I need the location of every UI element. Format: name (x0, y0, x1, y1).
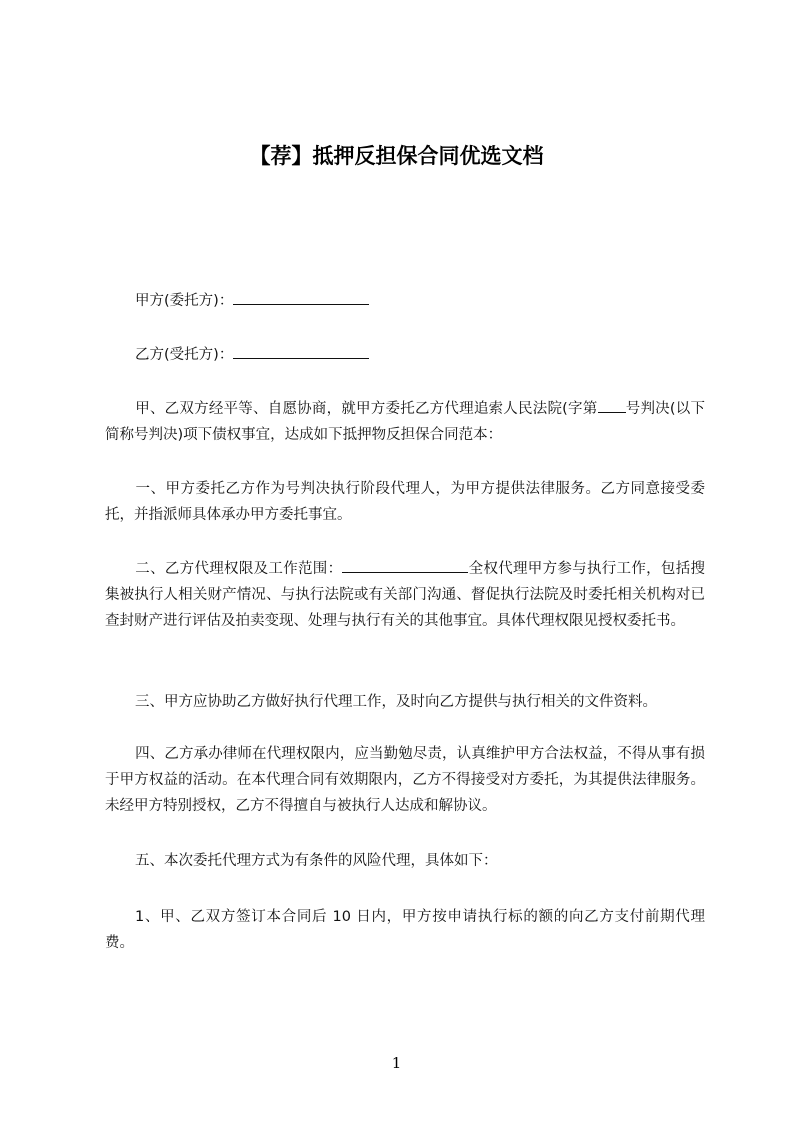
clause-2-text-a: 二、乙方代理权限及工作范围： (135, 561, 343, 577)
clause-5 (105, 848, 705, 874)
party-a-line (105, 288, 705, 314)
item-1-text: 1、甲、乙双方签订本合同后 10 日内，甲方按申请执行标的额的向乙方支付前期代理费。 (105, 909, 705, 951)
scope-blank (342, 557, 468, 573)
intro-text-b: 号判决(以下简称号判决)项下债权事宜，达成如下抵押物反担保合同范本： (105, 401, 705, 443)
party-a-label: 甲方(委托方)： (135, 293, 234, 309)
party-b-line (105, 342, 705, 368)
intro-paragraph (105, 396, 705, 448)
party-b-blank (233, 343, 369, 359)
clause-4 (105, 741, 705, 819)
clause-5-text: 五、本次委托代理方式为有条件的风险代理，具体如下： (135, 853, 498, 869)
intro-text-a: 甲、乙双方经平等、自愿协商，就甲方委托乙方代理追索人民法院(字第 (135, 401, 598, 417)
clause-2-text-b: 全权代理甲方参与执行工作，包括搜集被执行人相关财产情况、与执行法院或有关部门沟通、督促执行法院及时委托相关机构对已查封财产进行评估及拍卖变现、处理与执行有关的其他事宜。具体代理权限见授权委托书。 (105, 561, 706, 629)
clause-4-text: 四、乙方承办律师在代理权限内，应当勤勉尽责，认真维护甲方合法权益，不得从事有损于甲方权益的活动。在本代理合同有效期限内，乙方不得接受对方委托，为其提供法律服务。未经甲方特别授权，乙方不得擅自与被执行人达成和解协议。 (105, 746, 705, 814)
clause-1 (105, 476, 705, 528)
page-number: 1 (391, 1054, 402, 1072)
document-title: 【荐】抵押反担保合同优选文档 (249, 144, 544, 168)
item-1 (105, 904, 705, 956)
clause-3 (105, 689, 705, 715)
party-b-label: 乙方(受托方)： (135, 347, 234, 363)
case-number-blank (598, 397, 626, 413)
clause-2 (105, 556, 705, 634)
party-a-blank (233, 289, 369, 305)
clause-1-text: 一、甲方委托乙方作为号判决执行阶段代理人，为甲方提供法律服务。乙方同意接受委托，并指派师具体承办甲方委托事宜。 (105, 481, 705, 523)
clause-3-text: 三、甲方应协助乙方做好执行代理工作，及时向乙方提供与执行相关的文件资料。 (135, 694, 657, 710)
